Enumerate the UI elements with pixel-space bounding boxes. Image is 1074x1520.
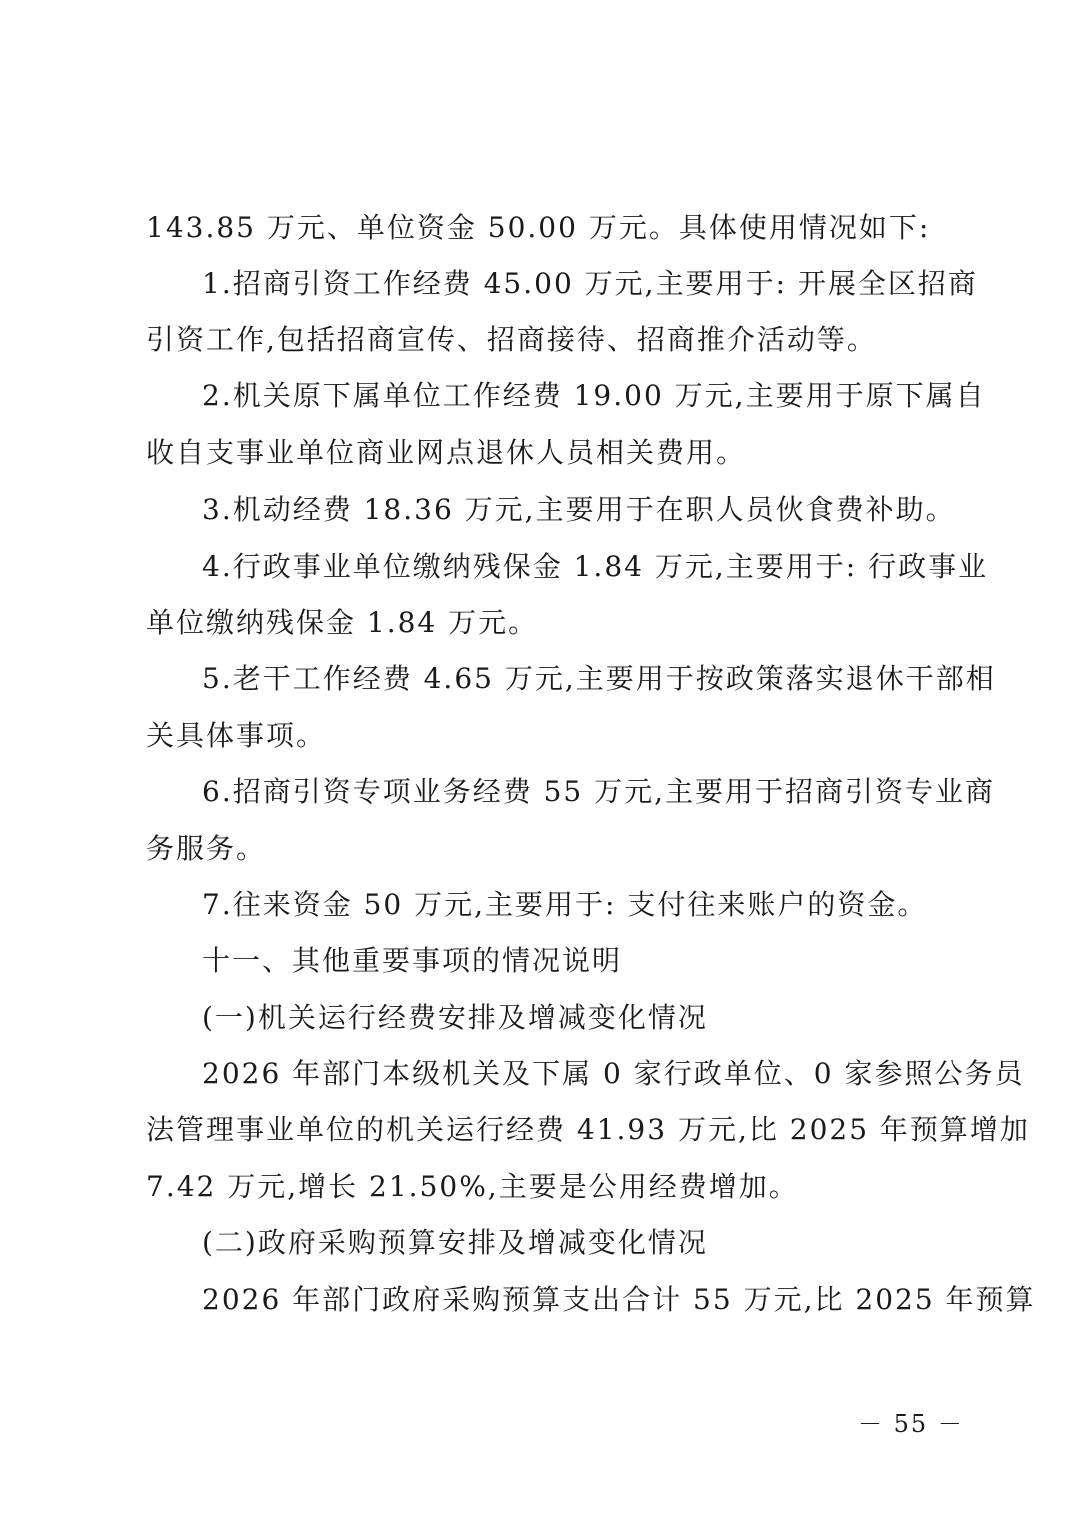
text-line-20: 2026 年部门政府采购预算支出合计 55 万元,比 2025 年预算 [202, 1283, 1036, 1316]
subsection-heading-1: (一)机关运行经费安排及增减变化情况 [202, 1001, 708, 1034]
text-line-18: 7.42 万元,增长 21.50%,主要是公用经费增加。 [146, 1170, 799, 1203]
text-line-2: 1.招商引资工作经费 45.00 万元,主要用于: 开展全区招商 [202, 267, 978, 300]
text-line-17: 法管理事业单位的机关运行经费 41.93 万元,比 2025 年预算增加 [146, 1113, 1030, 1146]
text-line-3: 引资工作,包括招商宣传、招商接待、招商推介活动等。 [146, 323, 877, 356]
text-line-16: 2026 年部门本级机关及下属 0 家行政单位、0 家参照公务员 [202, 1057, 1025, 1090]
text-line-8: 单位缴纳残保金 1.84 万元。 [146, 606, 539, 639]
text-line-11: 6.招商引资专项业务经费 55 万元,主要用于招商引资专业商 [202, 775, 996, 808]
text-line-4: 2.机关原下属单位工作经费 19.00 万元,主要用于原下属自 [202, 379, 986, 412]
text-line-9: 5.老干工作经费 4.65 万元,主要用于按政策落实退休干部相 [202, 662, 996, 695]
text-line-1: 143.85 万元、单位资金 50.00 万元。具体使用情况如下: [146, 211, 931, 244]
subsection-heading-2: (二)政府采购预算安排及增减变化情况 [202, 1226, 708, 1259]
text-line-13: 7.往来资金 50 万元,主要用于: 支付往来账户的资金。 [202, 888, 928, 921]
page-number: － 55 － [858, 1410, 964, 1438]
text-line-6: 3.机动经费 18.36 万元,主要用于在职人员伙食费补助。 [202, 493, 956, 526]
text-line-10: 关具体事项。 [146, 719, 327, 752]
section-heading: 十一、其他重要事项的情况说明 [202, 944, 623, 977]
text-line-5: 收自支事业单位商业网点退休人员相关费用。 [146, 436, 747, 469]
text-line-12: 务服务。 [146, 832, 267, 865]
text-line-7: 4.行政事业单位缴纳残保金 1.84 万元,主要用于: 行政事业 [202, 550, 989, 583]
